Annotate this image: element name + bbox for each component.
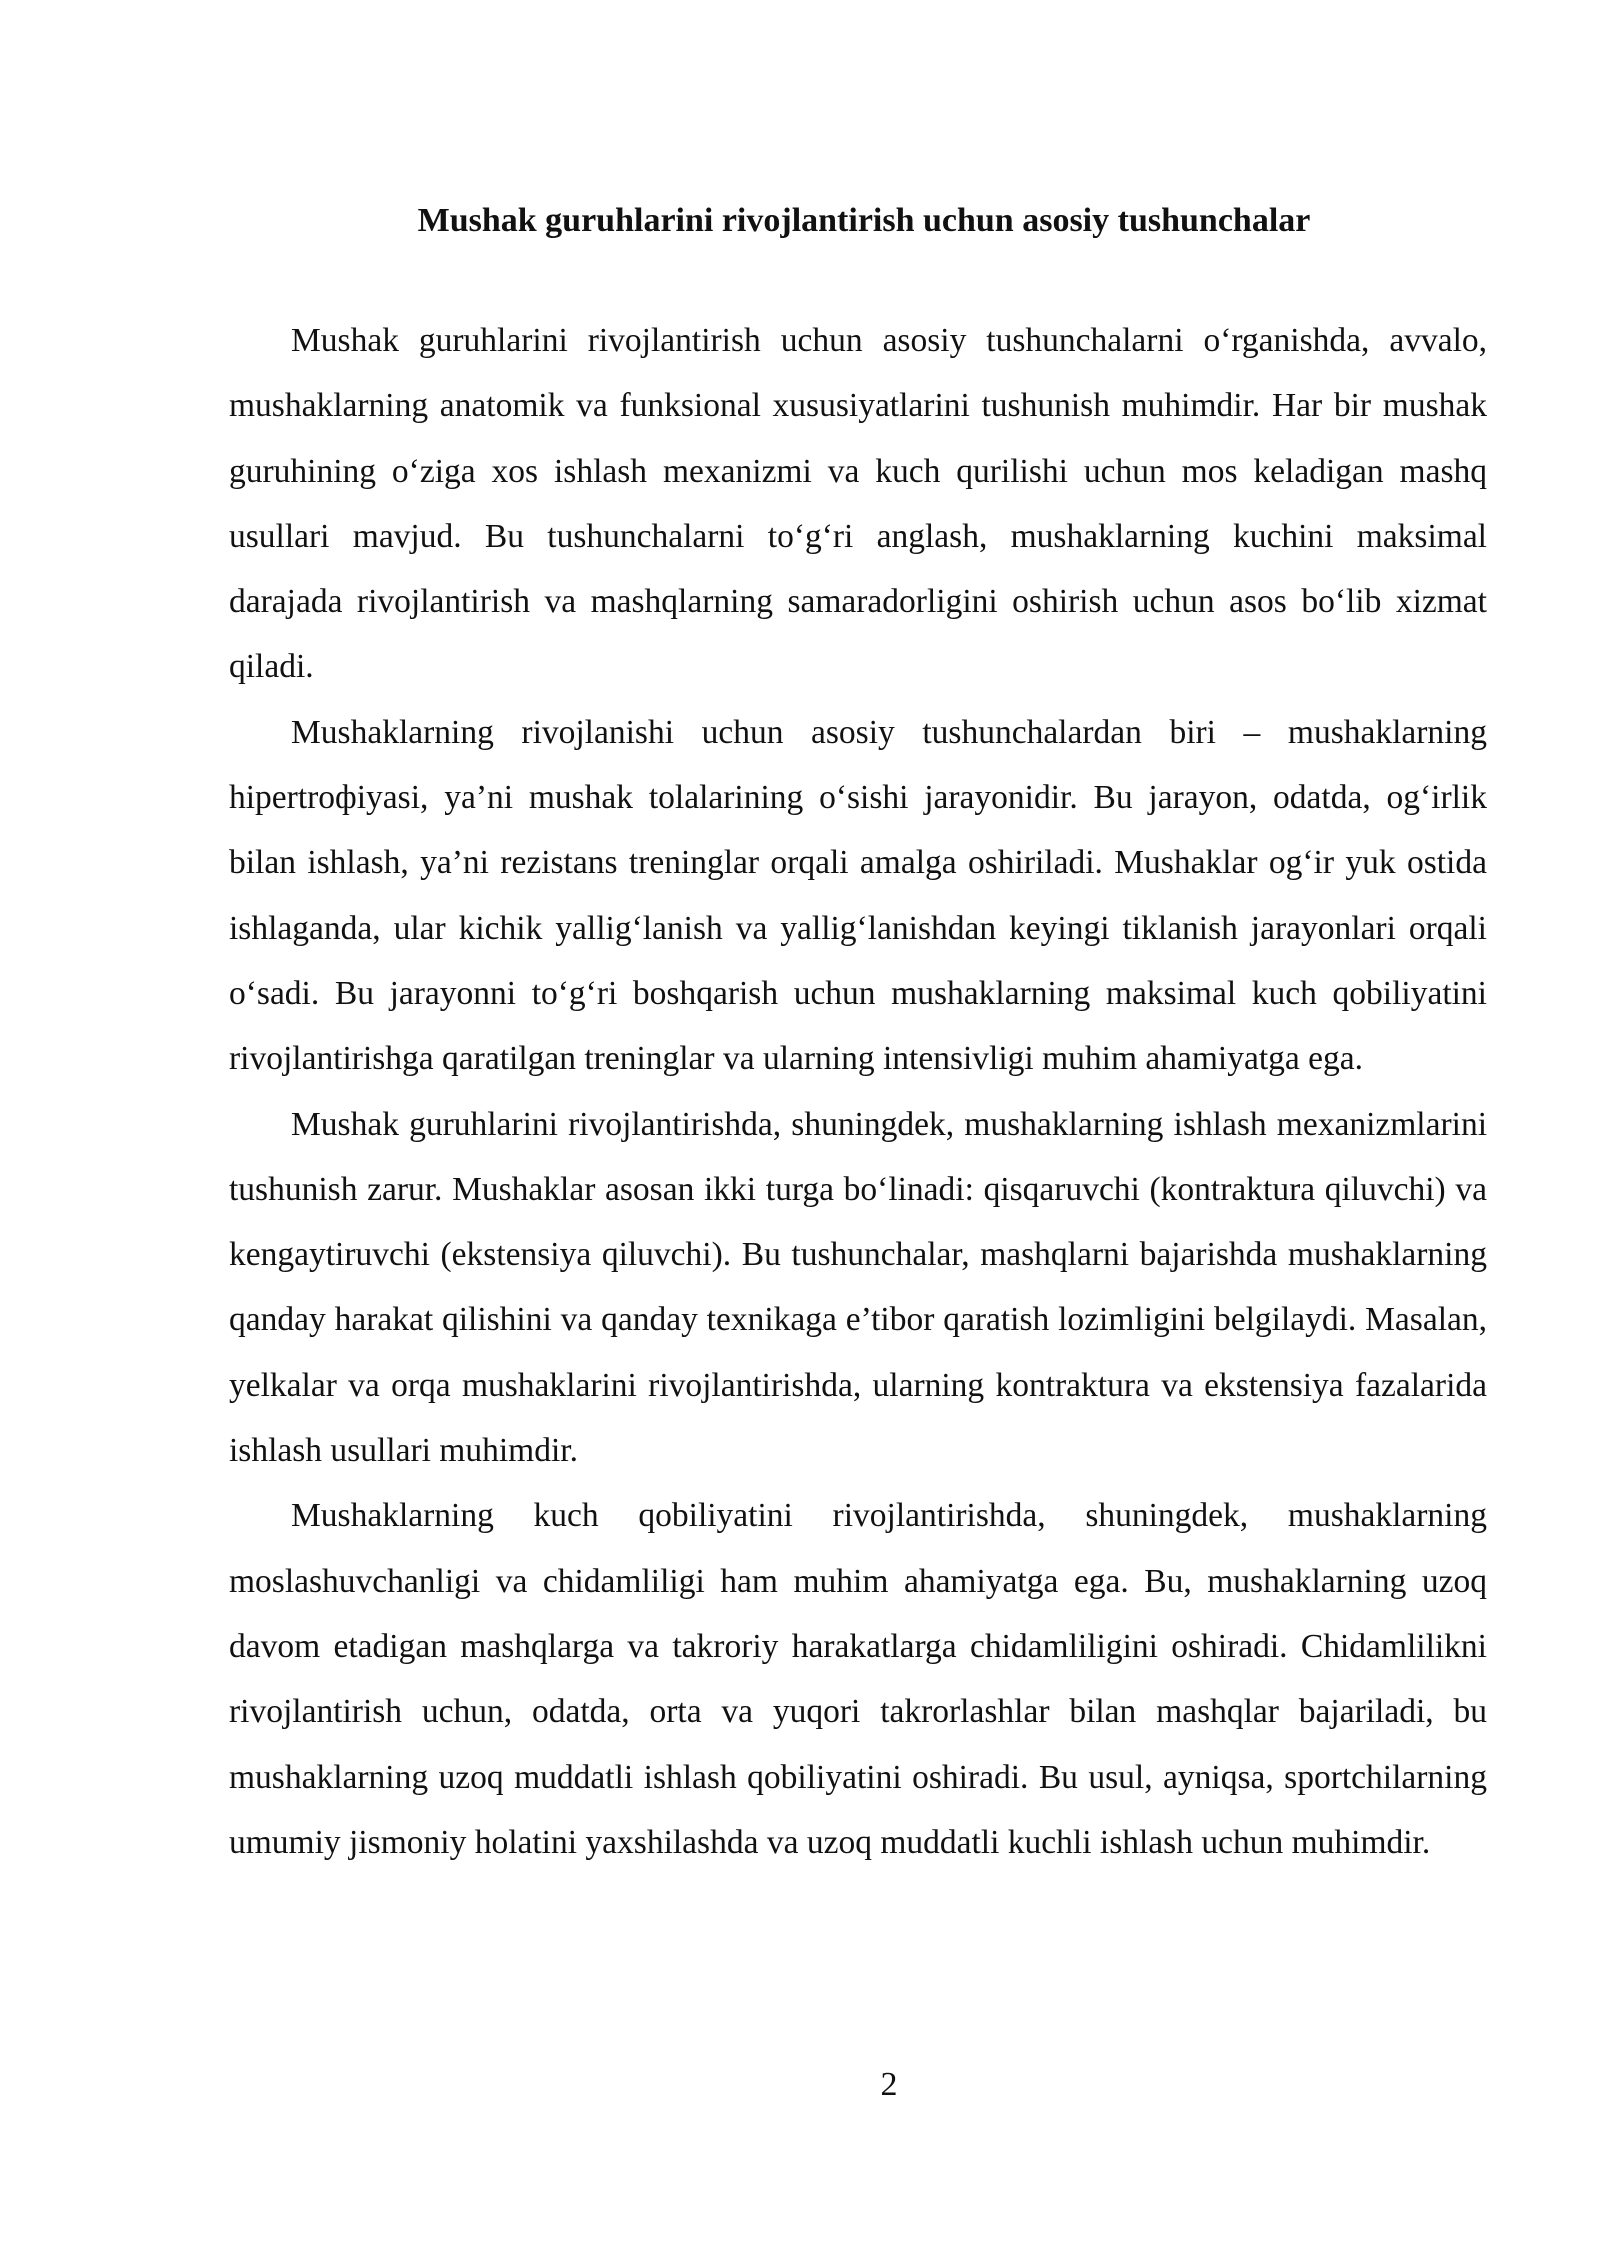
paragraph-3: Mushak guruhlarini rivojlantirishda, shuningdek, mushaklarning ishlash mexanizmlarini tushunish zarur. Mushaklar asosan ikki turga bo‘linadi: qisqaruvchi (kontraktura qiluvchi) va kengaytiruvchi (ekstensiya qiluvchi). Bu tushunchalar, mashqlarni bajarishda mushaklarning qanday harakat qilishini va qanday texnikaga e’tibor qaratish lozimligini belgilaydi. Masalan, yelkalar va orqa mushaklarini rivojlantirishda, ularning kontraktura va ekstensiya fazalarida ishlash usullari muhimdir. [229, 1105, 1487, 1470]
paragraph-1: Mushak guruhlarini rivojlantirish uchun asosiy tushunchalarni o‘rganishda, avvalo, mushaklarning anatomik va funksional xususiyatlarini tushunish muhimdir. Har bir mushak guruhining o‘ziga xos ishlash mexanizmi va kuch qurilishi uchun mos keladigan mashq usullari mavjud. Bu tushunchalarni to‘g‘ri anglash, mushaklarning kuchini maksimal darajada rivojlantirish va mashqlarning samaradorligini oshirish uchun asos bo‘lib xizmat qiladi. [229, 322, 1487, 686]
body-text [229, 308, 1487, 1875]
page-title: Mushak guruhlarini rivojlantirish uchun asosiy tushunchalar [417, 202, 1311, 239]
paragraph-4: Mushaklarning kuch qobiliyatini rivojlantirishda, shuningdek, mushaklarning moslashuvchanligi va chidamliligi ham muhim ahamiyatga ega. Bu, mushaklarning uzoq davom etadigan mashqlarga va takroriy harakatlarga chidamliligini oshiradi. Chidamlilikni rivojlantirish uchun, odatda, orta va yuqori takrorlashlar bilan mashqlar bajariladi, bu mushaklarning uzoq muddatli ishlash qobiliyatini oshiradi. Bu usul, ayniqsa, sportchilarning umumiy jismoniy holatini yaxshilashda va uzoq muddatli kuchli ishlash uchun muhimdir. [229, 1497, 1487, 1861]
paragraph-2: Mushaklarning rivojlanishi uchun asosiy tushunchalardan biri – mushaklarning hipertroфiyasi, ya’ni mushak tolalarining o‘sishi jarayonidir. Bu jarayon, odatda, og‘irlik bilan ishlash, ya’ni rezistans treninglar orqali amalga oshiriladi. Mushaklar og‘ir yuk ostida ishlaganda, ular kichik yallig‘lanish va yallig‘lanishdan keyingi tiklanish jarayonlari orqali o‘sadi. Bu jarayonni to‘g‘ri boshqarish uchun mushaklarning maksimal kuch qobiliyatini rivojlantirishga qaratilgan treninglar va ularning intensivligi muhim ahamiyatga ega. [229, 713, 1487, 1078]
page-number: 2 [880, 2066, 898, 2103]
